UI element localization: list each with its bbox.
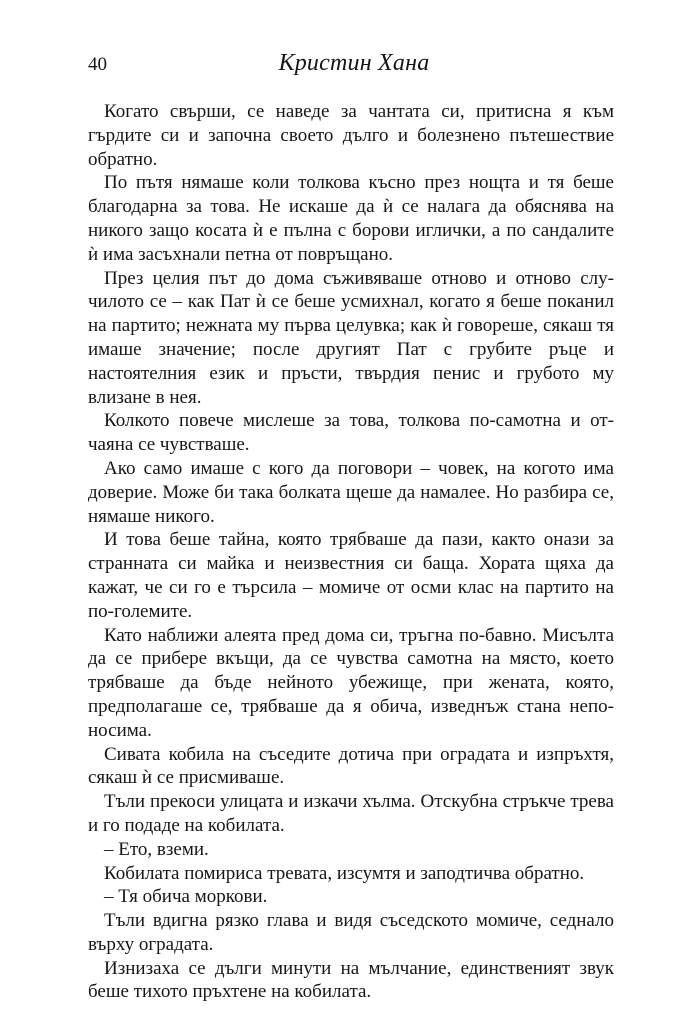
paragraph: Тъли вдигна рязко глава и видя съседското момиче, седнало върху оградата.	[88, 910, 614, 955]
paragraph: Колкото повече мислеше за това, толкова по-самотна и отчаяна се чувстваше.	[88, 410, 614, 456]
paragraph: Като наближи алеята пред дома си, тръгна по-бавно. Мисълта да се прибере вкъщи, да се чувства самотна на място, което трябваше да бъде нейното убежище, при жената, която, предполагаше се, трябваше да я обича, изведнъж стана непоносима.	[88, 624, 614, 741]
paragraph: Когато свърши, се наведе за чантата си, притисна я към гърдите си и започна своето дълго и болезнено пътешествие обратно.	[88, 101, 614, 170]
paragraph: Сивата кобила на съседите дотича при оградата и изпръхтя, сякаш ѝ се присмиваше.	[88, 743, 614, 789]
paragraph: Изнизаха се дълги минути на мълчание, единственият звук беше тихото пръхтене на кобилата.	[88, 957, 614, 1003]
page-number: 40	[88, 54, 107, 75]
paragraph: По пътя нямаше коли толкова късно през нощта и тя беше благодарна за това. Не искаше да ѝ се налага да обяснява на никого защо косата ѝ е пълна с борови иглички, а по сандалите ѝ има засъхнали петна от повръщано.	[88, 172, 614, 265]
paragraph: Кобилата помириса тревата, изсумтя и заподтичва обратно.	[104, 862, 585, 884]
dialogue-line: – Ето, вземи.	[104, 838, 209, 860]
paragraph: През целия път до дома съживяваше отново и отново случилото се – как Пат ѝ се беше усмихнал, когато я беше поканил на партито; нежната му първа целувка; как ѝ говореше, сякаш тя имаше значение; после другият Пат с грубите ръце и настоятелния език и пръсти, твърдия пенис и грубото му влизане в нея.	[88, 267, 614, 408]
dialogue-line: – Тя обича моркови.	[104, 886, 268, 908]
paragraph: Ако само имаше с кого да поговори – човек, на когото има доверие. Може би така болката щеше да намалее. Но разбира се, нямаше никого.	[88, 457, 614, 527]
paragraph: Тъли прекоси улицата и изкачи хълма. Отскубна стръкче трева и го подаде на кобилата.	[88, 791, 614, 836]
running-header-author: Кристин Хана	[278, 50, 430, 76]
paragraph: И това беше тайна, която трябваше да пази, както онази за странната си майка и неизвестния си баща. Хората щяха да кажат, че си го е търсила – момиче от осми клас на партито на по-големите.	[88, 529, 614, 622]
body-text	[88, 100, 614, 1004]
